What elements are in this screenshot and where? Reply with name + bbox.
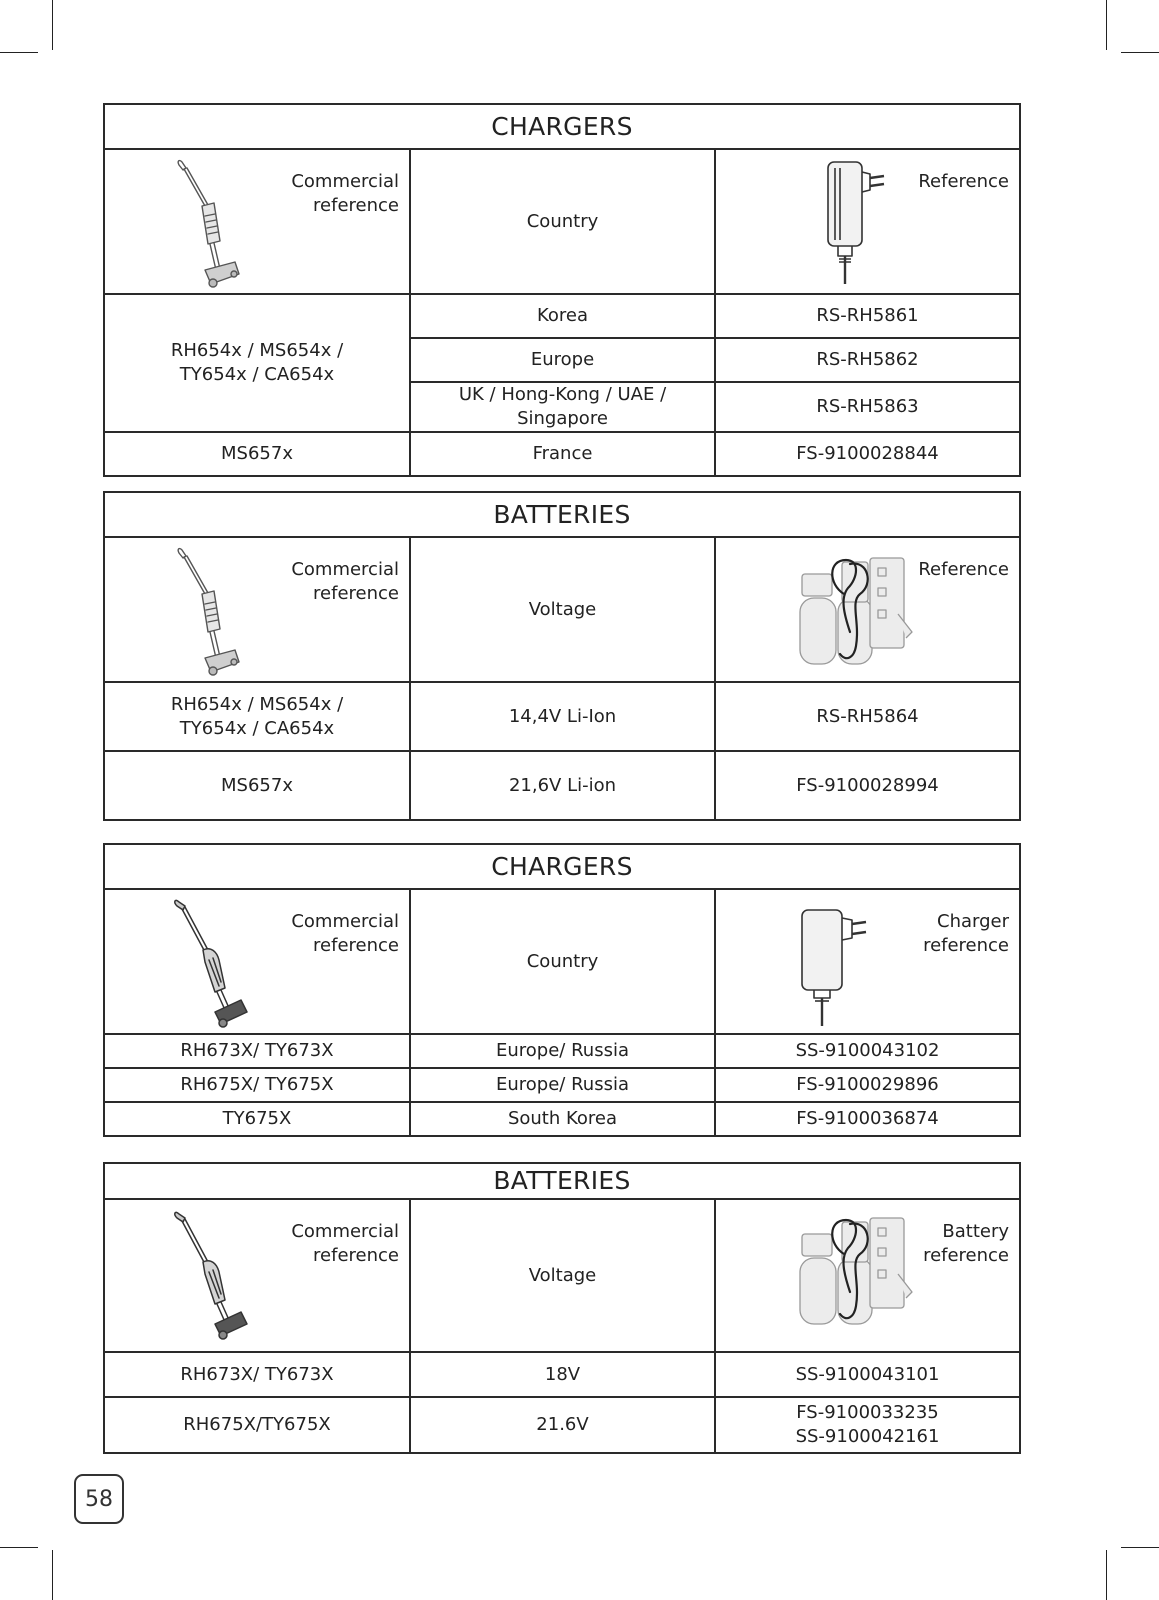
crop-mark (1121, 1547, 1159, 1548)
reference-label: reference (923, 935, 1010, 956)
commercial-label: reference (313, 1245, 399, 1266)
crop-mark (0, 52, 38, 53)
stick-vacuum-icon (173, 544, 253, 679)
commercial-label: reference (313, 935, 399, 956)
table-title: CHARGERS (104, 104, 1020, 149)
reference-line: FS-9100033235 (796, 1402, 939, 1423)
model-cell: RH675X/TY675X (104, 1397, 410, 1453)
commercial-label: reference (313, 583, 399, 604)
model-cell (104, 682, 410, 751)
voltage-cell: 18V (410, 1352, 715, 1397)
battery-reference-header (715, 1199, 1020, 1352)
commercial-reference-header (104, 889, 410, 1034)
model-cell: TY675X (104, 1102, 410, 1136)
commercial-reference-header (104, 1199, 410, 1352)
crop-mark (52, 1550, 53, 1600)
charger-adapter-icon (796, 904, 876, 1032)
commercial-reference-header (104, 537, 410, 682)
stick-vacuum-icon (173, 156, 253, 291)
reference-cell: RS-RH5861 (715, 294, 1020, 338)
reference-cell: SS-9100043101 (715, 1352, 1020, 1397)
chargers-table-2 (103, 843, 1021, 1137)
model-line: RH654x / MS654x / (170, 693, 344, 715)
model-line: TY654x / CA654x (179, 717, 335, 739)
crop-mark (1106, 0, 1107, 50)
reference-line: SS-9100042161 (795, 1426, 940, 1447)
model-cell: MS657x (104, 751, 410, 820)
reference-cell: FS-9100028994 (715, 751, 1020, 820)
model-line: RH654x / MS654x / (170, 340, 344, 361)
reference-label: Charger (937, 911, 1010, 932)
battery-pack-icon (798, 1214, 918, 1332)
voltage-cell: 21.6V (410, 1397, 715, 1453)
country-cell: South Korea (410, 1102, 715, 1136)
crop-mark (1106, 1550, 1107, 1600)
model-cell: RH673X/ TY673X (104, 1034, 410, 1068)
stick-vacuum-icon (171, 896, 253, 1031)
reference-label: Battery (942, 1221, 1010, 1242)
reference-header (715, 537, 1020, 682)
country-cell: UK / Hong-Kong / UAE / Singapore (410, 382, 715, 432)
country-cell: Europe/ Russia (410, 1034, 715, 1068)
commercial-label: Commercial (291, 1221, 399, 1242)
model-cell (104, 294, 410, 432)
reference-cell (715, 1397, 1020, 1453)
batteries-table-1 (103, 491, 1021, 821)
country-cell: Europe/ Russia (410, 1068, 715, 1102)
reference-cell: FS-9100029896 (715, 1068, 1020, 1102)
crop-mark (1121, 52, 1159, 53)
reference-cell: FS-9100036874 (715, 1102, 1020, 1136)
country-cell: Korea (410, 294, 715, 338)
stick-vacuum-icon (171, 1208, 253, 1343)
country-header: Country (410, 889, 715, 1034)
country-cell: France (410, 432, 715, 476)
commercial-reference-header (104, 149, 410, 294)
country-cell: Europe (410, 338, 715, 382)
reference-cell: RS-RH5862 (715, 338, 1020, 382)
model-cell: MS657x (104, 432, 410, 476)
reference-label: reference (923, 1245, 1010, 1266)
page-number: 58 (74, 1474, 124, 1524)
table-title: BATTERIES (104, 1163, 1020, 1199)
country-header: Country (410, 149, 715, 294)
voltage-cell: 21,6V Li-ion (410, 751, 715, 820)
voltage-cell: 14,4V Li-Ion (410, 682, 715, 751)
batteries-table-2 (103, 1162, 1021, 1454)
reference-cell: FS-9100028844 (715, 432, 1020, 476)
reference-cell: RS-RH5864 (715, 682, 1020, 751)
voltage-header: Voltage (410, 537, 715, 682)
model-cell: RH673X/ TY673X (104, 1352, 410, 1397)
chargers-table-1 (103, 103, 1021, 477)
commercial-label: reference (313, 195, 399, 216)
commercial-label: Commercial (291, 171, 399, 192)
reference-header (715, 149, 1020, 294)
crop-mark (52, 0, 53, 50)
table-title: BATTERIES (104, 492, 1020, 537)
charger-reference-header (715, 889, 1020, 1034)
reference-cell: RS-RH5863 (715, 382, 1020, 432)
commercial-label: Commercial (291, 559, 399, 580)
reference-label: Reference (918, 171, 1010, 192)
model-line: TY654x / CA654x (179, 364, 335, 385)
voltage-header: Voltage (410, 1199, 715, 1352)
model-cell: RH675X/ TY675X (104, 1068, 410, 1102)
charger-adapter-icon (822, 158, 892, 286)
table-title: CHARGERS (104, 844, 1020, 889)
commercial-label: Commercial (291, 911, 399, 932)
reference-cell: SS-9100043102 (715, 1034, 1020, 1068)
crop-mark (0, 1547, 38, 1548)
battery-pack-icon (798, 554, 918, 672)
reference-label: Reference (918, 559, 1010, 580)
